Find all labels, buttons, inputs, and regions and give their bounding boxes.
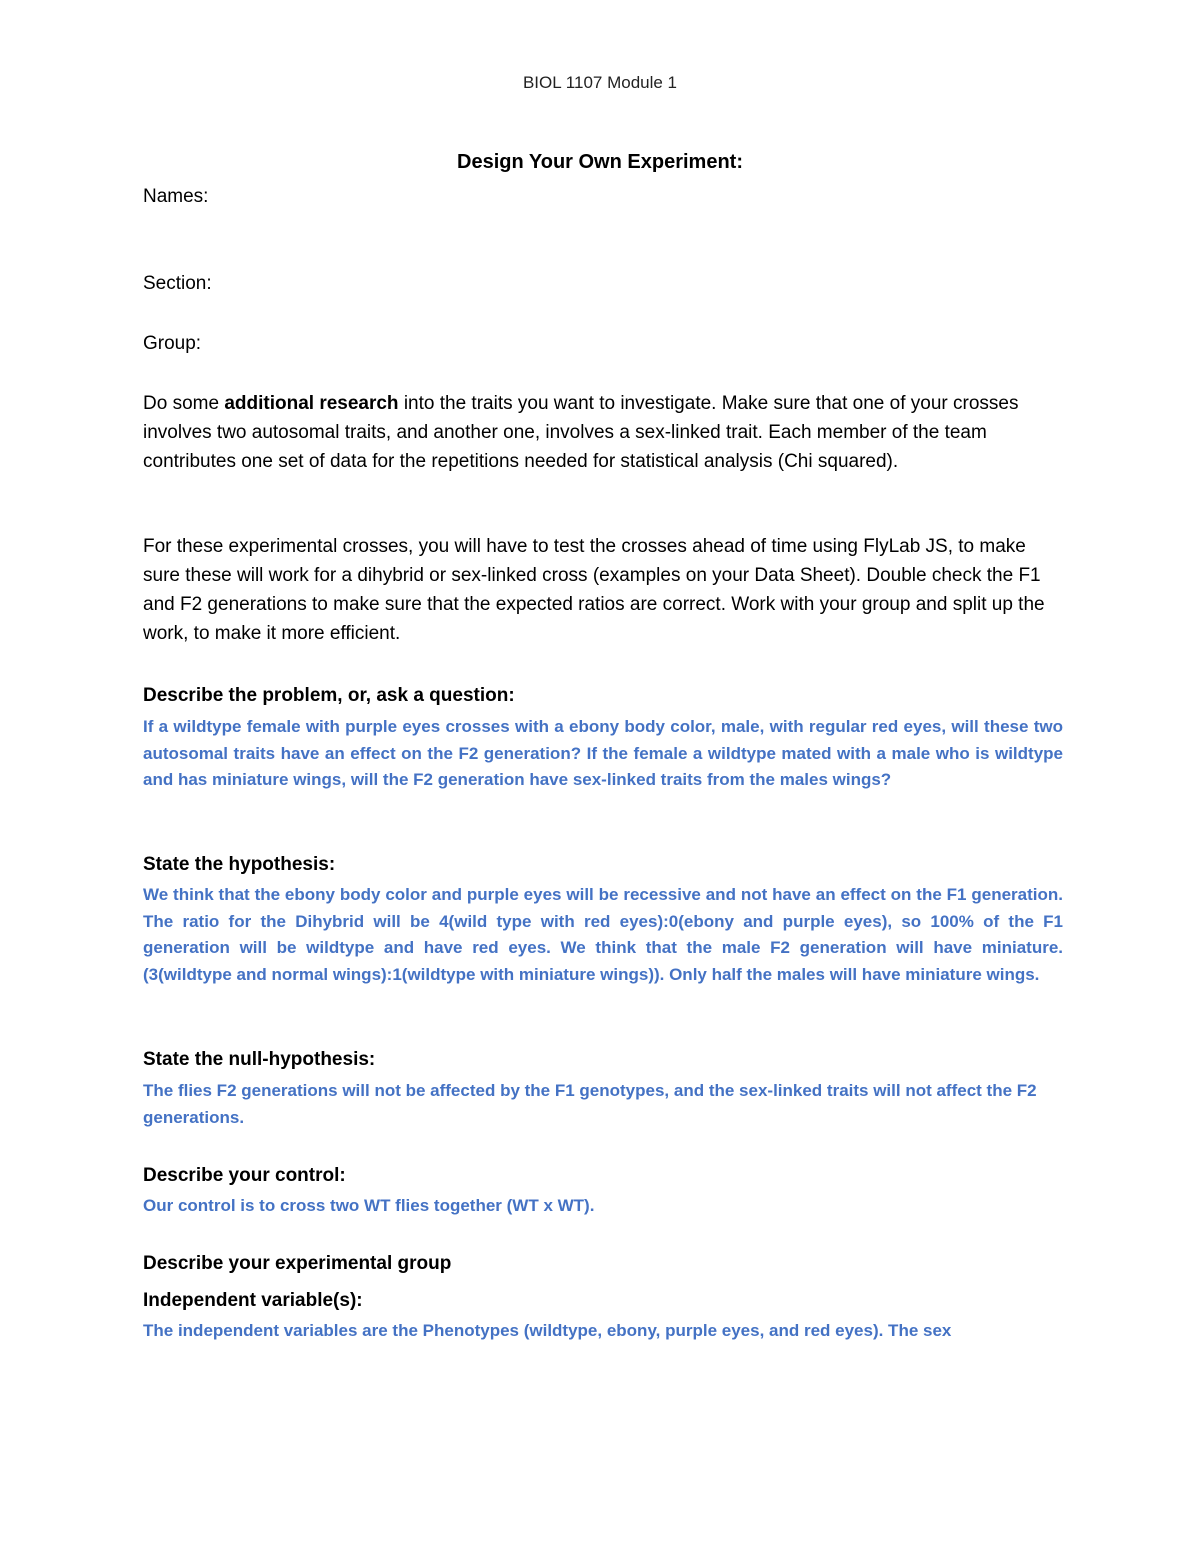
independent-variable-answer: The independent variables are the Phenotypes (wildtype, ebony, purple eyes, and red eyes). The sex bbox=[143, 1321, 952, 1340]
null-hypothesis-heading: State the null-hypothesis: bbox=[143, 1049, 376, 1070]
intro-p1-after: into the traits you want to investigate. Make sure that one of your crosses involves two autosomal traits, and another one, involves a sex-linked trait. Each member of the team contributes one set of data for the repetitions needed for statistical analysis (Chi squared). bbox=[143, 393, 1019, 472]
control-answer: Our control is to cross two WT flies together (WT x WT). bbox=[143, 1196, 595, 1215]
document-title: Design Your Own Experiment: bbox=[457, 151, 743, 173]
independent-variable-heading: Independent variable(s): bbox=[143, 1290, 363, 1311]
intro-p1-bold: additional research bbox=[224, 393, 399, 414]
intro-paragraph-2: For these experimental crosses, you will have to test the crosses ahead of time using FlyLab JS, to make sure these will work for a dihybrid or sex-linked cross (examples on your Data Sheet). Double check the F1 and F2 generations to make sure that the expected ratios are correct. Work with your group and split up the work, to make it more efficient. bbox=[143, 536, 1045, 644]
control-heading: Describe your control: bbox=[143, 1165, 346, 1186]
experimental-group-heading: Describe your experimental group bbox=[143, 1253, 452, 1274]
intro-p1-before: Do some bbox=[143, 393, 225, 414]
names-label: Names: bbox=[143, 186, 209, 207]
group-label: Group: bbox=[143, 333, 202, 354]
section-label: Section: bbox=[143, 273, 212, 294]
null-hypothesis-answer: The flies F2 generations will not be affected by the F1 genotypes, and the sex-linked traits will not affect the F2 generations. bbox=[143, 1081, 1037, 1127]
hypothesis-answer: We think that the ebony body color and purple eyes will be recessive and not have an effect on the F1 generation. The ratio for the Dihybrid will be 4(wild type with red eyes):0(ebony and purple eyes), so 100% of the F1 generation will be wildtype and have red eyes. We think that the male F2 generation will have miniature. (3(wildtype and normal wings):1(wildtype with miniature wings)). Only half the males will have miniature wings. bbox=[143, 885, 1063, 984]
hypothesis-heading: State the hypothesis: bbox=[143, 854, 336, 875]
problem-heading: Describe the problem, or, ask a question: bbox=[143, 685, 515, 706]
problem-answer: If a wildtype female with purple eyes crosses with a ebony body color, male, with regular red eyes, will these two autosomal traits have an effect on the F2 generation? If the female a wildtype mated with a male who is wildtype and has miniature wings, will the F2 generation have sex-linked traits from the males wings? bbox=[143, 717, 1063, 789]
page-header: BIOL 1107 Module 1 bbox=[522, 73, 678, 92]
intro-paragraph-1 bbox=[143, 389, 1063, 476]
